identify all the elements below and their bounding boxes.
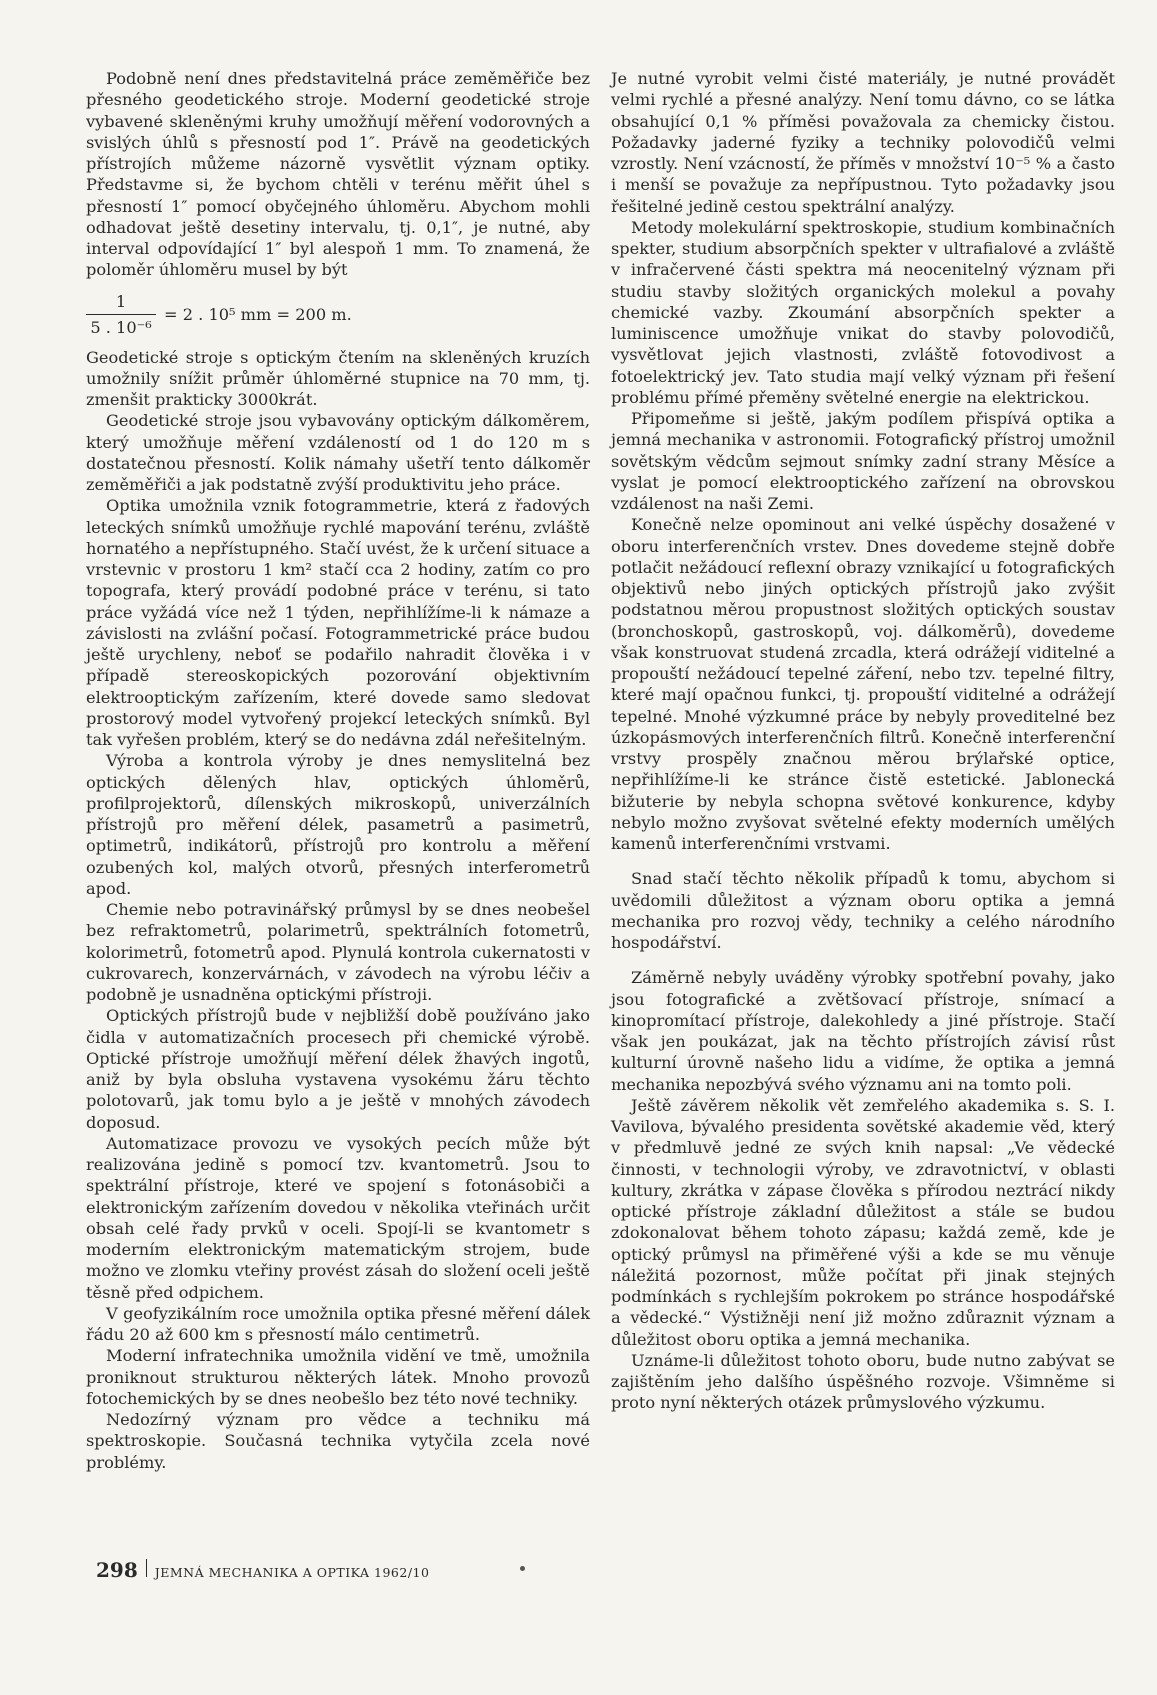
paragraph: Optika umožnila vznik fotogrammetrie, která z řadových leteckých snímků umožňuje rychlé mapování terénu, zvláště hornatého a nepřístupného. Stačí uvést, že k určení situace a vrstevnic v prostoru 1 km² stačí cca 2 hodiny, zatím co pro topografa, který provádí podobné práce v terénu, si tato práce vyžádá více než 1 týden, nepřihlížíme-li k námaze a závislosti na zvlášní počasí. Fotogrammetrické práce budou ještě urychleny, neboť se podařilo nahradit člověka i v případě stereoskopických pozorování objektivním elektrooptickým zařízením, které dovede samo sledovat prostorový model vytvořený projekcí leteckých snímků. Byl tak vyřešen problém, který se do nedávna zdál neřešitelným. bbox=[86, 496, 590, 749]
formula-result: = 2 . 10⁵ mm = 200 m. bbox=[164, 304, 352, 324]
right-column bbox=[611, 68, 1115, 1414]
fraction-denominator: 5 . 10⁻⁶ bbox=[90, 318, 152, 337]
paragraph: Nedozírný význam pro vědce a techniku má spektroskopie. Současná technika vytyčila zcela nové problémy. bbox=[86, 1410, 590, 1472]
paragraph: Je nutné vyrobit velmi čisté materiály, je nutné provádět velmi rychlé a přesné analýzy. Není tomu dávno, co se látka obsahující 0,1 % příměsi považovala za chemicky čistou. Požadavky jaderné fyziky a techniky polovodičů velmi vzrostly. Není vzácností, že příměs v množství 10⁻⁵ % a často i menší se považuje za nepřípustnou. Tyto požadavky jsou řešitelné jedině cestou spektrální analýzy. bbox=[611, 69, 1115, 216]
paragraph: Automatizace provozu ve vysokých pecích může být realizována jedině s pomocí tzv. kvantometrů. Jsou to spektrální přístroje, které ve spojení s fotonásobiči a elektronickým zařízením dovedou v několika vteřinách určit obsah celé řady prvků v oceli. Spojí-li se kvantometr s moderním elektronickým matematickým strojem, bude možno ve zlomku vteřiny provést zásah do složení oceli ještě těsně před odpichem. bbox=[86, 1133, 590, 1302]
paragraph: Snad stačí těchto několik případů k tomu, abychom si uvědomili důležitost a význam oboru optika a jemná mechanika pro rozvoj vědy, techniky a celého národního hospodářství. bbox=[611, 869, 1115, 952]
paragraph: Geodetické stroje jsou vybavovány optickým dálkoměrem, který umožňuje měření vzdáleností od 1 do 120 m s dostatečnou přesností. Kolik námahy ušetří tento dálkoměr zeměměřiči a jak podstatně zvýší produktivitu jeho práce. bbox=[86, 411, 590, 494]
page-footer bbox=[96, 1558, 429, 1582]
paragraph: Konečně nelze opominout ani velké úspěchy dosažené v oboru interferenčních vrstev. Dnes dovedeme stejně dobře potlačit nežádoucí reflexní obrazy vznikající u fotografických objektivů nebo jiných optických přístrojů jako zvýšit podstatnou měrou propustnost složitých optických soustav (bronchoskopů, gastroskopů, voj. dálkoměrů), dovedeme však konstruovat studená zrcadla, která odrážejí viditelné a propouští nežádoucí tepelné záření, nebo tzv. tepelné filtry, které mají opačnou funkci, tj. propouští viditelné a odrážejí tepelné. Mnohé výzkumné práce by nebyly proveditelné bez úzkopásmových interferenčních filtrů. Konečně interferenční vrstvy prospěly značnou měrou brýlařské optice, nepřihlížíme-li ke stránce čistě estetické. Jablonecká bižuterie by nebyla schopna světové konkurence, kdyby nebylo možno zvyšovat světelné efekty moderních umělých kamenů interferenčními vrstvami. bbox=[611, 515, 1115, 853]
fraction-numerator: 1 bbox=[86, 291, 156, 315]
paragraph: V geofyzikálním roce umožnila optika přesné měření dálek řádu 20 až 600 km s přesností málo centimetrů. bbox=[86, 1303, 590, 1344]
page-number: 298 bbox=[96, 1558, 138, 1582]
paragraph: Optických přístrojů bude v nejbližší době používáno jako čidla v automatizačních procesech při chemické výrobě. Optické přístroje umožňují měření délek žhavých ingotů, aniž by byla obsluha vystavena vysokému žáru těchto polotovarů, jak tomu bylo a je ještě v mnohých závodech doposud. bbox=[86, 1006, 590, 1132]
paragraph: Moderní infratechnika umožnila vidění ve tmě, umožnila proniknout strukturou některých látek. Mnoho provozů fotochemických by se dnes neobešlo bez této nové techniky. bbox=[86, 1346, 590, 1408]
paragraph: Podobně není dnes představitelná práce zeměměřiče bez přesného geodetického stroje. Moderní geodetické stroje vybavené skleněnými kruhy umožňují měření vodorovných a svislých úhlů s přesností pod 1″. Právě na geodetických přístrojích můžeme názorně vysvětlit význam optiky. Představme si, že bychom chtěli v terénu měřit úhel s přesností 1″ pomocí obyčejného úhloměru. Abychom mohli odhadovat ještě desetiny intervalu, tj. 0,1″, je nutné, aby interval odpovídající 1″ byl alespoň 1 mm. To znamená, že poloměr úhloměru musel by být bbox=[86, 69, 590, 280]
paragraph: Připomeňme si ještě, jakým podílem přispívá optika a jemná mechanika v astronomii. Fotografický přístroj umožnil sovětským vědcům sejmout snímky zadní strany Měsíce a vyslat je pomocí elektrooptického zařízení na obrovskou vzdálenost na naši Zemi. bbox=[611, 409, 1115, 513]
paragraph: Ještě závěrem několik vět zemřelého akademika s. S. I. Vavilova, bývalého presidenta sovětské akademie věd, který v předmluvě jedné ze svých knih napsal: „Ve vědecké činnosti, v technologii výroby, ve zdravotnictví, v oblasti kultury, zkrátka v zápase člověka s přírodou neztrácí nikdy optické přístroje základní důležitost a stále se budou zdokonalovat během tohoto zápasu; každá země, kde je optický průmysl na přiměřené výši a kde se mu věnuje náležitá pozornost, může počítat při jinak stejných podmínkách s rychlejším pokrokem po stránce hospodářské a vědecké.“ Výstižněji není již možno zdůraznit význam a důležitost oboru optika a jemná mechanika. bbox=[611, 1095, 1115, 1349]
fraction bbox=[86, 291, 156, 339]
paragraph: Chemie nebo potravinářský průmysl by se dnes neobešel bez refraktometrů, polarimetrů, spektrálních fotometrů, kolorimetrů, fotometrů apod. Plynulá kontrola cukernatosti v cukrovarech, konzervárnách, v závodech na výrobu léčiv a podobně je usnadněna optickými přístroji. bbox=[86, 900, 590, 1004]
paragraph: Geodetické stroje s optickým čtením na skleněných kruzích umožnily snížit průměr úhloměrné stupnice na 70 mm, tj. zmenšit prakticky 3000krát. bbox=[86, 347, 590, 409]
left-column bbox=[86, 68, 590, 1473]
formula bbox=[86, 283, 590, 347]
paragraph: Uznáme-li důležitost tohoto oboru, bude nutno zabývat se zajištěním jeho dalšího úspěšného rozvoje. Všimněme si proto nyní některých otázek průmyslového výzkumu. bbox=[611, 1350, 1115, 1413]
paragraph: Metody molekulární spektroskopie, studium kombinačních spekter, studium absorpčních spekter v ultrafialové a zvláště v infračervené části spektra má neocenitelný význam při studiu stavby složitých organických molekul a povahy chemické vazby. Zkoumání absorpčních spekter a luminiscence umožňuje vnikat do stavby polovodičů, vysvětlovat jejich vlastnosti, zvláště fotovodivost a fotoelektrický jev. Tato studia mají velký význam při řešení problému přímé přeměny světelné energie na elektrickou. bbox=[611, 217, 1115, 407]
footer-dot bbox=[520, 1566, 525, 1571]
journal-title: JEMNÁ MECHANIKA A OPTIKA 1962/10 bbox=[154, 1565, 430, 1580]
paragraph: Záměrně nebyly uváděny výrobky spotřební povahy, jako jsou fotografické a zvětšovací přístroje, snímací a kinopromítací přístroje, dalekohledy a jiné přístroje. Stačí však jen poukázat, jak na těchto přístrojích závisí růst kulturní úrovně našeho lidu a vidíme, že optika a jemná mechanika nepozbývá svého významu ani na tomto poli. bbox=[611, 968, 1115, 1094]
footer-divider bbox=[146, 1559, 147, 1577]
paragraph: Výroba a kontrola výroby je dnes nemyslitelná bez optických dělených hlav, optických úhloměrů, profilprojektorů, dílenských mikroskopů, univerzálních přístrojů pro měření délek, pasametrů a pasimetrů, optimetrů, indikátorů, přístrojů pro kontrolu a měření ozubených kol, malých otvorů, přesných interferometrů apod. bbox=[86, 751, 590, 898]
